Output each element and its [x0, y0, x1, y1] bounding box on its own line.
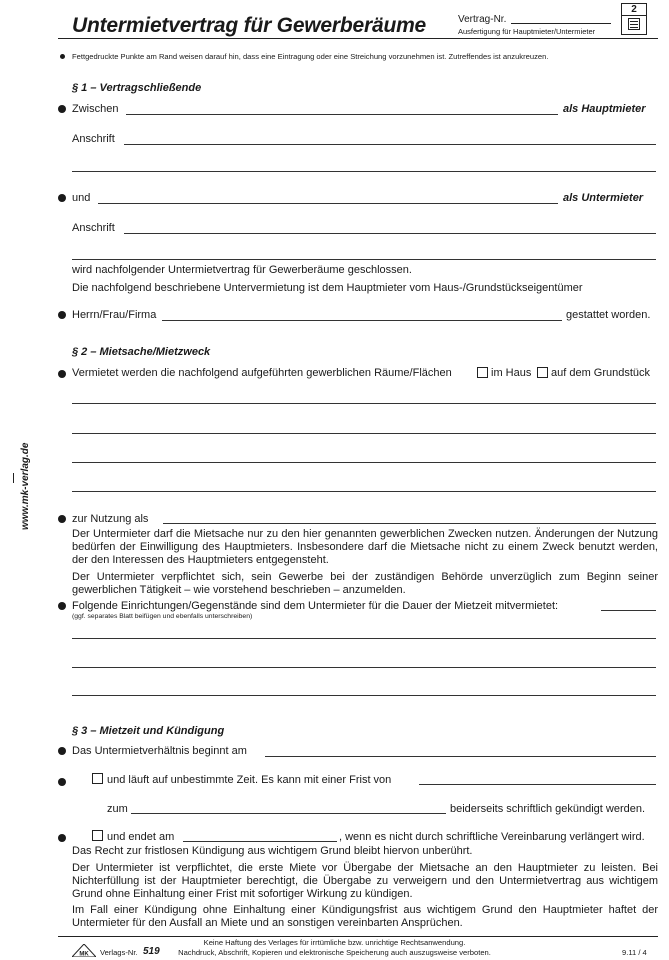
kuendigung-zum-field[interactable] — [131, 813, 446, 814]
zum-label: zum — [107, 803, 128, 815]
anschrift-hauptmieter-label: Anschrift — [72, 133, 115, 145]
section-3-heading: § 3 – Mietzeit und Kündigung — [72, 725, 225, 737]
fristlos-paragraph: Das Recht zur fristlosen Kündigung aus wichtigem Grund bleibt hiervon unberührt. — [72, 845, 473, 857]
entry-bullet — [58, 311, 66, 319]
einrichtungen-field-4[interactable] — [72, 695, 656, 696]
kuendigungsfrist-field[interactable] — [419, 784, 656, 785]
untermieter-address-field[interactable] — [124, 233, 656, 234]
contract-number-label: Vertrag-Nr. — [458, 14, 507, 25]
form-number-badge — [621, 3, 647, 35]
instructions-note: Fettgedruckte Punkte am Rand weisen darauf hin, dass eine Eintragung oder eine Streichung vorzunehmen ist. Zutreffendes ist anzukreuzen. — [72, 52, 549, 61]
hauptmieter-address-field-2[interactable] — [72, 171, 656, 172]
entry-bullet — [58, 747, 66, 755]
entry-bullet — [58, 515, 66, 523]
herrn-label: Herrn/Frau/Firma — [72, 309, 157, 321]
einrichtungen-field[interactable] — [601, 610, 656, 611]
verlags-nr-value: 519 — [143, 946, 160, 957]
entry-bullet — [58, 194, 66, 202]
verlags-nr-label: Verlags-Nr. — [100, 948, 138, 957]
untermieter-name-field[interactable] — [98, 203, 558, 204]
untermieter-address-field-2[interactable] — [72, 259, 656, 260]
befristet-checkbox[interactable] — [92, 830, 103, 841]
footer-rule — [58, 936, 658, 937]
grundstueck-checkbox[interactable] — [537, 367, 548, 378]
hauptmieter-address-field[interactable] — [124, 144, 656, 145]
beginn-date-field[interactable] — [265, 756, 656, 757]
closing-text-1: wird nachfolgender Untermietvertrag für Gewerberäume geschlossen. — [72, 264, 412, 276]
und-label: und — [72, 192, 91, 204]
form-number: 2 — [622, 4, 646, 16]
einrichtungen-field-3[interactable] — [72, 667, 656, 668]
mietsache-field-3[interactable] — [72, 462, 656, 463]
logo-text: MK — [79, 951, 89, 957]
contract-number-field[interactable] — [511, 23, 611, 24]
einrichtungen-field-2[interactable] — [72, 638, 656, 639]
hauptmieter-name-field[interactable] — [126, 114, 558, 115]
gestattet-label: gestattet worden. — [566, 309, 651, 321]
entry-bullet — [58, 834, 66, 842]
form-code: 9.11 / 4 — [622, 948, 647, 957]
im-haus-checkbox[interactable] — [477, 367, 488, 378]
endet-label: und endet am — [107, 831, 175, 843]
document-icon — [628, 18, 640, 30]
entry-bullet — [58, 370, 66, 378]
mietsache-field-2[interactable] — [72, 433, 656, 434]
einrichtungen-label: Folgende Einrichtungen/Gegenstände sind dem Untermieter für die Dauer der Mietzeit mitvermietet: — [72, 600, 559, 612]
section-2-heading: § 2 – Mietsache/Mietzweck — [72, 346, 211, 358]
einrichtungen-note: (ggf. separates Blatt beifügen und ebenfalls unterschreiben) — [72, 613, 253, 620]
als-hauptmieter-label: als Hauptmieter — [563, 103, 646, 115]
copy-for-label: Ausfertigung für Hauptmieter/Untermieter — [458, 27, 596, 36]
unbestimmt-text: und läuft auf unbestimmte Zeit. Es kann mit einer Frist von — [107, 774, 392, 786]
closing-text-2: Die nachfolgend beschriebene Untervermietung ist dem Hauptmieter vom Haus-/Grundstückseigentümer — [72, 282, 583, 294]
mietsache-field-1[interactable] — [72, 403, 656, 404]
note-bullet — [60, 54, 65, 59]
haftung-paragraph: Im Fall einer Kündigung ohne Einhaltung einer Kündigungsfrist aus wichtigem Grund den Hauptmieter haftet der Untermieter für den Ausfall an Miete und an sonstigen vereinbarten Ansprüchen. — [72, 904, 658, 929]
entry-bullet — [58, 602, 66, 610]
disclaimer-line-2: Nachdruck, Abschrift, Kopieren und elektronische Speicherung auch auszugsweise verboten. — [178, 948, 491, 957]
entry-bullet — [58, 778, 66, 786]
zwischen-label: Zwischen — [72, 103, 119, 115]
anschrift-untermieter-label: Anschrift — [72, 222, 115, 234]
gewerbe-paragraph: Der Untermieter verpflichtet sich, sein Gewerbe bei der zuständigen Behörde unverzüglich zum Beginn seiner gewerblichen Tätigkeit – wie vorstehend beschrieben – anzumelden. — [72, 571, 658, 596]
nutzung-paragraph: Der Untermieter darf die Mietsache nur zu den hier genannten gewerblichen Zwecken nutzen. Änderungen der Nutzung bedürfen der Einwilligung des Hauptmieters. Insbesondere darf die Mietsache nicht zu einem Zweck benutzt werden, der den Interessen des Hauptmieters entgegensteht. — [72, 528, 658, 566]
vermietet-text: Vermietet werden die nachfolgend aufgeführten gewerblichen Räume/Flächen — [72, 367, 452, 379]
nutzung-field[interactable] — [163, 523, 656, 524]
verlaengerung-text: , wenn es nicht durch schriftliche Vereinbarung verlängert wird. — [339, 831, 645, 843]
mietsache-field-4[interactable] — [72, 491, 656, 492]
beginnt-label: Das Untermietverhältnis beginnt am — [72, 745, 247, 757]
als-untermieter-label: als Untermieter — [563, 192, 644, 204]
erste-miete-paragraph: Der Untermieter ist verpflichtet, die erste Miete vor Übergabe der Mietsache an den Hauptmieter zu leisten. Bei Nichterfüllung ist der Hauptmieter berechtigt, die Übergabe zu verweigern und den Untermietvertrag aus wichtigem Grund ohne Einhaltung einer Frist mit sofortiger Wirkung zu kündigen. — [72, 862, 658, 900]
ende-date-field[interactable] — [183, 841, 337, 842]
im-haus-label: im Haus — [491, 367, 532, 379]
document-title: Untermietvertrag für Gewerberäume — [72, 14, 427, 37]
grundstueck-label: auf dem Grundstück — [551, 367, 651, 379]
beiderseits-label: beiderseits schriftlich gekündigt werden. — [450, 803, 646, 815]
eigentuemer-field[interactable] — [162, 320, 562, 321]
entry-bullet — [58, 105, 66, 113]
disclaimer-line-1: Keine Haftung des Verlages für irrtümliche bzw. unrichtige Rechtsanwendung. — [203, 938, 466, 947]
fold-mark — [13, 473, 14, 483]
publisher-url: www.mk-verlag.de — [20, 442, 31, 530]
zur-nutzung-label: zur Nutzung als — [72, 513, 149, 525]
header-rule — [58, 38, 658, 39]
unbestimmt-checkbox[interactable] — [92, 773, 103, 784]
section-1-heading: § 1 – Vertragschließende — [72, 82, 202, 94]
